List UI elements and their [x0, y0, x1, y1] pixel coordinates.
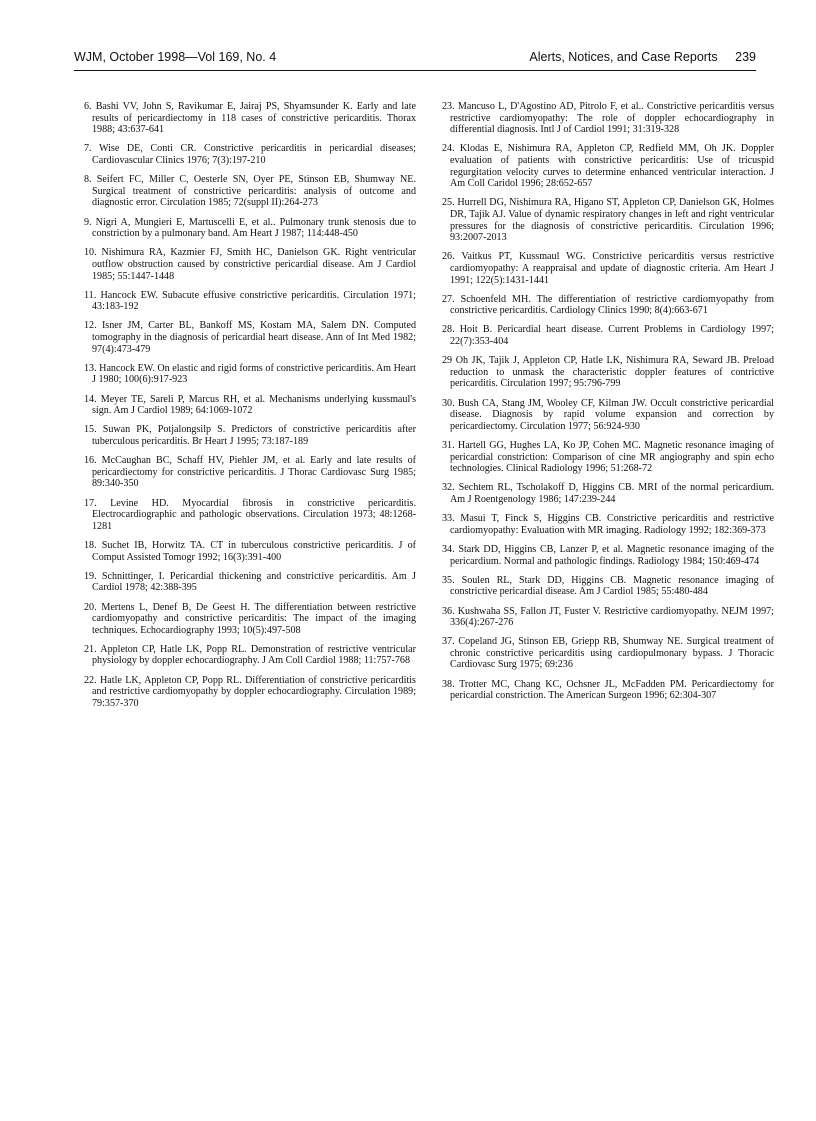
reference-item: 10. Nishimura RA, Kazmier FJ, Smith HC, Danielson GK. Right ventricular outflow obstruction caused by constrictive pericardial disease. Am J Cardiol 1985; 55:1447-1448: [84, 247, 416, 282]
reference-item: 13. Hancock EW. On elastic and rigid forms of constrictive pericarditis. Am Heart J 1980; 100(6):917-923: [84, 362, 416, 386]
reference-item: 28. Hoit B. Pericardial heart disease. Current Problems in Cardiology 1997; 22(7):353-404: [442, 324, 774, 348]
reference-item: 37. Copeland JG, Stinson EB, Griepp RB, Shumway NE. Surgical treatment of chronic constrictive pericarditis using cardiopulmonary bypass. J Thoracic Cardiovasc Surg 1975; 69:236: [442, 636, 774, 671]
reference-item: 14. Meyer TE, Sareli P, Marcus RH, et al. Mechanisms underlying kussmaul's sign. Am J Cardiol 1989; 64:1069-1072: [84, 393, 416, 417]
header-right: [529, 50, 756, 64]
reference-item: 38. Trotter MC, Chang KC, Ochsner JL, McFadden PM. Pericardiectomy for pericardial constriction. The American Surgeon 1996; 62:304-307: [442, 678, 774, 702]
references-column-right: [442, 101, 774, 709]
reference-item: 21. Appleton CP, Hatle LK, Popp RL. Demonstration of restrictive ventricular physiology by doppler echocardiography. J Am Coll Cardiol 1988; 11:757-768: [84, 643, 416, 667]
reference-item: 34. Stark DD, Higgins CB, Lanzer P, et al. Magnetic resonance imaging of the pericardium. Normal and pathologic findings. Radiology 1984; 150:469-474: [442, 543, 774, 567]
reference-item: 29 Oh JK, Tajik J, Appleton CP, Hatle LK, Nishimura RA, Seward JB. Preload reduction to unmask the characteristic doppler features of contrictive pericarditis. Circulation 1997; 95:796-799: [442, 355, 774, 390]
reference-item: 9. Nigri A, Mungieri E, Martuscelli E, et al.. Pulmonary trunk stenosis due to constriction by a pulmonary band. Am Heart J 1987; 114:448-450: [84, 216, 416, 240]
reference-item: 36. Kushwaha SS, Fallon JT, Fuster V. Restrictive cardiomyopathy. NEJM 1997; 336(4):267-276: [442, 605, 774, 629]
reference-item: 19. Schnittinger, I. Pericardial thickening and constrictive pericarditis. Am J Cardiol 1978; 42:388-395: [84, 570, 416, 594]
reference-item: 16. McCaughan BC, Schaff HV, Piehler JM, et al. Early and late results of pericardiectomy for constrictive pericarditis. J Thorac Cardiovasc Surg 1985; 89:340-350: [84, 455, 416, 490]
reference-item: 30. Bush CA, Stang JM, Wooley CF, Kilman JW. Occult constrictive pericardial disease. Diagnosis by rapid volume expansion and correction by pericardiectomy. Circulation 1977; 56:924-930: [442, 397, 774, 432]
reference-item: 17. Levine HD. Myocardial fibrosis in constrictive pericarditis. Electrocardiographic and pathologic observations. Circulation 1973; 48:1268-1281: [84, 497, 416, 532]
reference-item: 12. Isner JM, Carter BL, Bankoff MS, Kostam MA, Salem DN. Computed tomography in the diagnosis of pericardial heart disease. Ann of Int Med 1982; 97(4):473-479: [84, 320, 416, 355]
reference-item: 27. Schoenfeld MH. The differentiation of restrictive cardiomyopathy from constrictive pericarditis. Cardiology Clinics 1990; 8(4):663-671: [442, 293, 774, 317]
reference-item: 25. Hurrell DG, Nishimura RA, Higano ST, Appleton CP, Danielson GK, Holmes DR, Tajik AJ. Value of dynamic respiratory changes in left and right ventricular pressures for the diagnosis of constrictive pericarditis. Circulation 1996; 93:2007-2013: [442, 197, 774, 244]
reference-item: 26. Vaitkus PT, Kussmaul WG. Constrictive pericarditis versus restrictive cardiomyopathy: A reappraisal and update of diagnostic criteria. Am Heart J 1991; 122(5):1431-1441: [442, 251, 774, 286]
reference-item: 11. Hancock EW. Subacute effusive constrictive pericarditis. Circulation 1971; 43:183-192: [84, 289, 416, 313]
reference-item: 35. Soulen RL, Stark DD, Higgins CB. Magnetic resonance imaging of constrictive pericardial disease. Am J Cardiol 1985; 55:480-484: [442, 574, 774, 598]
reference-item: 23. Mancuso L, D'Agostino AD, Pitrolo F, et al.. Constrictive pericarditis versus restrictive cardiomyopathy: The role of doppler echocardiography in differential diagnosis. Intl J of Cardiol 1991; 31:319-328: [442, 101, 774, 136]
reference-item: 6. Bashi VV, John S, Ravikumar E, Jairaj PS, Shyamsunder K. Early and late results of pericardiectomy in 118 cases of constrictive pericarditis. Thorax 1988; 43:637-641: [84, 101, 416, 136]
reference-item: 32. Sechtem RL, Tscholakoff D, Higgins CB. MRI of the normal pericardium. Am J Roentgenology 1986; 147:239-244: [442, 482, 774, 505]
reference-item: 20. Mertens L, Denef B, De Geest H. The differentiation between restrictive cardiomyopathy and constrictive pericarditis: The impact of the imaging techniques. Echocardiography 1993; 10(5):497-508: [84, 601, 416, 636]
reference-item: 24. Klodas E, Nishimura RA, Appleton CP, Redfield MM, Oh JK. Doppler evaluation of patients with constrictive pericarditis: Use of tricuspid regurgitation velocity curves to determine enhanced ventricular interaction. J Am Coll Caridol 1996; 28:652-657: [442, 143, 774, 190]
page-number: 239: [735, 50, 756, 64]
header-rule: [74, 70, 756, 71]
reference-item: 15. Suwan PK, Potjalongsilp S. Predictors of constrictive pericarditis after tuberculous pericarditis. Br Heart J 1995; 73:187-189: [84, 424, 416, 447]
reference-item: 31. Hartell GG, Hughes LA, Ko JP, Cohen MC. Magnetic resonance imaging of pericardial constriction: Comparison of cine MR angiography and spin echo technologies. Clinical Radiology 1996; 51:268-72: [442, 440, 774, 475]
reference-item: 22. Hatle LK, Appleton CP, Popp RL. Differentiation of constrictive pericarditis and restrictive cardiomyopathy by doppler echocardiography. Circulation 1989; 79:357-370: [84, 674, 416, 709]
reference-item: 8. Seifert FC, Miller C, Oesterle SN, Oyer PE, Stinson EB, Shumway NE. Surgical treatment of constrictive pericarditis: analysis of outcome and diagnostic error. Circulation 1985; 72(suppl II):264-273: [84, 174, 416, 209]
running-header: [74, 50, 756, 70]
references-column-left: [84, 101, 416, 717]
reference-item: 18. Suchet IB, Horwitz TA. CT in tuberculous constrictive pericarditis. J of Comput Assisted Tomogr 1992; 16(3):391-400: [84, 539, 416, 563]
reference-item: 7. Wise DE, Conti CR. Constrictive pericarditis in pericardial diseases; Cardiovascular Clinics 1976; 7(3):197-210: [84, 143, 416, 166]
section-title: Alerts, Notices, and Case Reports: [529, 50, 718, 64]
journal-citation: WJM, October 1998—Vol 169, No. 4: [74, 50, 277, 64]
reference-item: 33. Masui T, Finck S, Higgins CB. Constrictive pericarditis and restrictive cardiomyopathy: Evaluation with MR imaging. Radiology 1992; 182:369-373: [442, 513, 774, 536]
